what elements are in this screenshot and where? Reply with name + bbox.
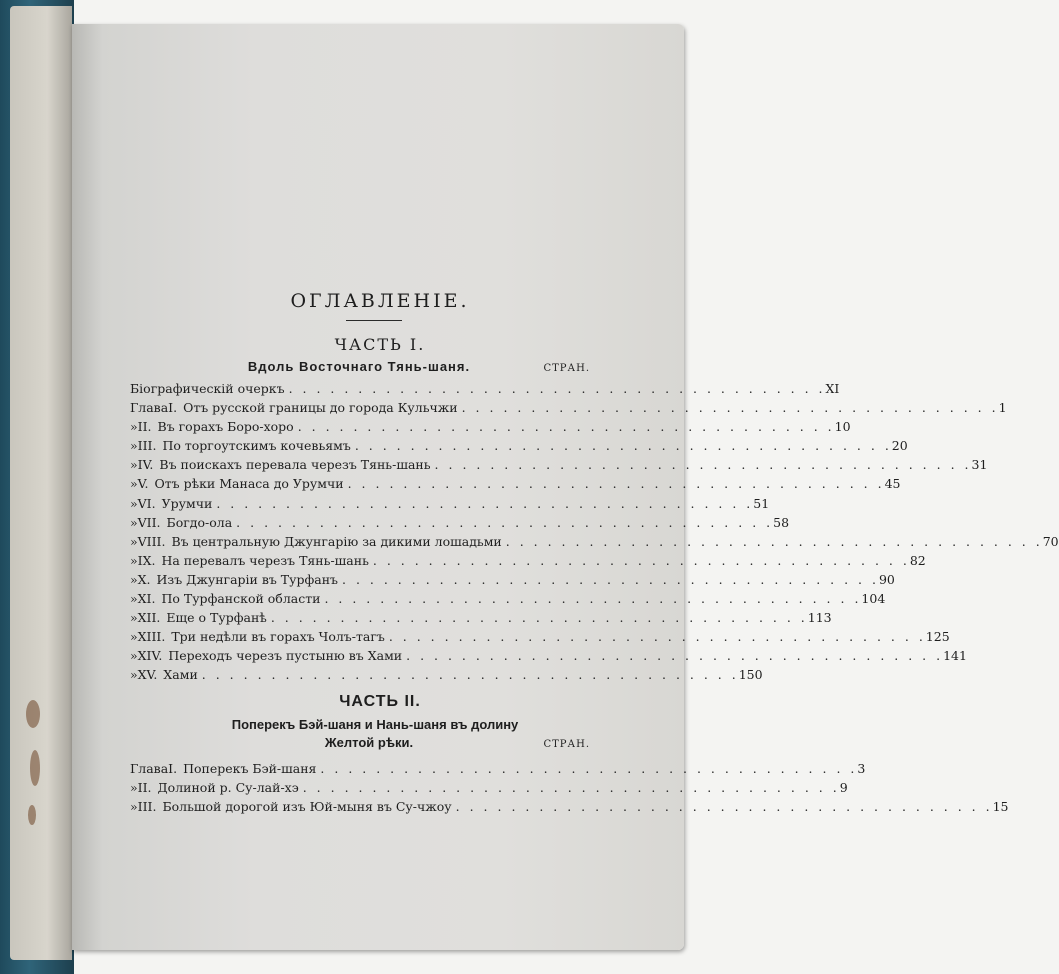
toc-entry-label: »: [130, 552, 138, 568]
toc-entry-leader: . . . . . . . . . . . . . . . . . . . . . . . . . . . . . . . . . . . . . . .: [201, 667, 739, 683]
toc-entry: [130, 778, 848, 797]
part2-subtitle-line2: Желтой рѣки.: [324, 734, 414, 750]
part2-header-row: [160, 734, 590, 754]
toc-entry: [130, 665, 763, 684]
toc-entry-label: »: [130, 495, 138, 511]
part2-title: ЧАСТЬ II.: [339, 692, 421, 710]
toc-entry-title: Богдо-ола: [166, 514, 233, 530]
stain-mark: [30, 750, 40, 786]
toc-entry: [130, 455, 988, 474]
toc-entry-chapter-number: XV.: [137, 667, 158, 683]
toc-entry: [130, 513, 790, 532]
toc-entry-chapter-number: IV.: [137, 457, 154, 473]
toc-entry-label: »: [130, 798, 138, 814]
toc-entry: [130, 589, 886, 608]
toc-entry-label: »: [130, 571, 138, 587]
toc-entry-page: 104: [861, 591, 886, 607]
toc-entry-label: Глава: [130, 760, 169, 776]
toc-entry-label: »: [130, 533, 138, 549]
toc-entry-title: Урумчи: [161, 495, 213, 511]
toc-entry-leader: . . . . . . . . . . . . . . . . . . . . . . . . . . . . . . . . . . . . . . .: [236, 514, 774, 530]
toc-entry-title: Три недѣли въ горахъ Чолъ-тагъ: [171, 629, 385, 645]
part2-page-header: СТРАН.: [543, 738, 590, 750]
toc-entry-chapter-number: X.: [137, 571, 151, 587]
toc-entry: [130, 494, 770, 513]
toc-entry-page: 45: [884, 476, 901, 492]
toc-entry-chapter-number: XI.: [137, 591, 156, 607]
toc-entry-title: Долиной р. Су-лай-хэ: [157, 779, 299, 795]
toc-entry-page: 113: [807, 610, 832, 626]
toc-entry-page: 31: [971, 457, 988, 473]
part1-subtitle: Вдоль Восточнаго Тянь-шаня.: [247, 359, 471, 374]
toc-entry-leader: . . . . . . . . . . . . . . . . . . . . . . . . . . . . . . . . . . . . . . .: [216, 495, 754, 511]
toc-entry-chapter-number: VIII.: [137, 533, 166, 549]
toc-entry-label: »: [130, 648, 138, 664]
toc-entry-chapter-number: III.: [137, 798, 157, 814]
toc-entry: [130, 417, 851, 436]
toc-entry-title: Хами: [163, 667, 198, 683]
toc-entry-label: »: [130, 419, 138, 435]
toc-entry-title: Въ поискахъ перевала черезъ Тянь-шань: [159, 457, 431, 473]
toc-entry-page: 15: [992, 798, 1009, 814]
page-title: ОГЛАВЛЕНІЕ.: [290, 290, 470, 312]
toc-entry: [130, 797, 1009, 816]
toc-entry: [130, 608, 832, 627]
part1-title: ЧАСТЬ I.: [334, 335, 426, 354]
toc-entry-chapter-number: I.: [168, 400, 178, 416]
toc-entry-page: 1: [998, 400, 1007, 416]
toc-entry-chapter-number: III.: [137, 438, 157, 454]
toc-entry-title: По Турфанской области: [161, 591, 321, 607]
toc-entry-leader: . . . . . . . . . . . . . . . . . . . . . . . . . . . . . . . . . . . . . . .: [354, 438, 892, 454]
toc-entry-leader: . . . . . . . . . . . . . . . . . . . . . . . . . . . . . . . . . . . . . . .: [455, 798, 993, 814]
toc-entry-page: 150: [738, 667, 763, 683]
stain-mark: [28, 805, 36, 825]
toc-entry-label: Глава: [130, 400, 169, 416]
toc-entry-title: Большой дорогой изъ Юй-мыня въ Су-чжоу: [162, 798, 452, 814]
toc-entry-title: На перевалъ черезъ Тянь-шань: [161, 552, 369, 568]
toc-entry-label: »: [130, 629, 138, 645]
toc-entry-page: 58: [773, 514, 790, 530]
toc-entry-title: По торгоутскимъ кочевьямъ: [162, 438, 351, 454]
toc-entry-leader: . . . . . . . . . . . . . . . . . . . . . . . . . . . . . . . . . . . . . . .: [347, 476, 885, 492]
toc-entry-page: 125: [925, 629, 950, 645]
toc-entry-page: 90: [878, 571, 895, 587]
part1-page-header: СТРАН.: [543, 363, 590, 374]
toc-entry-title: Въ горахъ Боро-хоро: [157, 419, 294, 435]
toc-entry-page: 9: [839, 779, 848, 795]
toc-entry-chapter-number: VI.: [137, 495, 156, 511]
toc-entry-title: Еще о Турфанѣ: [166, 610, 267, 626]
part2-subtitle: [160, 716, 590, 754]
toc-entry-label: »: [130, 610, 138, 626]
toc-entry-chapter-number: IX.: [137, 552, 156, 568]
toc-entry-leader: . . . . . . . . . . . . . . . . . . . . . . . . . . . . . . . . . . . . . . .: [324, 591, 862, 607]
toc-entry-leader: . . . . . . . . . . . . . . . . . . . . . . . . . . . . . . . . . . . . . . .: [288, 381, 826, 396]
table-of-contents: [130, 290, 1059, 816]
toc-entry-chapter-number: VII.: [137, 514, 161, 530]
toc-entry-label: »: [130, 514, 138, 530]
toc-entry-label: »: [130, 438, 138, 454]
toc-entry-chapter-number: XIV.: [137, 648, 163, 664]
toc-entry: [130, 646, 967, 665]
toc-entry: [130, 551, 926, 570]
part2-subtitle-line1: Поперекъ Бэй-шаня и Нань-шаня въ долину: [231, 716, 519, 732]
toc-entry-label: »: [130, 591, 138, 607]
toc-entry-page: XI: [825, 381, 840, 396]
toc-entry-page: 20: [891, 438, 908, 454]
toc-entry-leader: . . . . . . . . . . . . . . . . . . . . . . . . . . . . . . . . . . . . . . .: [406, 648, 944, 664]
toc-entry-title: Изъ Джунгаріи въ Турфанъ: [156, 571, 339, 587]
toc-entry: [130, 474, 901, 493]
toc-entry-page: 82: [909, 552, 926, 568]
toc-entry-label: »: [130, 779, 138, 795]
toc-entry-title: Поперекъ Бэй-шаня: [183, 760, 317, 776]
toc-entry-page: 70: [1042, 533, 1059, 549]
toc-entry-page: 3: [857, 760, 866, 776]
toc-entry-leader: . . . . . . . . . . . . . . . . . . . . . . . . . . . . . . . . . . . . . . .: [505, 533, 1043, 549]
toc-entry-leader: . . . . . . . . . . . . . . . . . . . . . . . . . . . . . . . . . . . . . . .: [270, 610, 808, 626]
part2-entries: [130, 759, 1009, 816]
toc-entry-label: »: [130, 457, 138, 473]
toc-entry-chapter-number: II.: [137, 779, 152, 795]
toc-entry-label: »: [130, 667, 138, 683]
left-page-edge: [10, 6, 72, 960]
toc-entry-leader: . . . . . . . . . . . . . . . . . . . . . . . . . . . . . . . . . . . . . . .: [297, 419, 835, 435]
part1-header-row: [130, 359, 590, 374]
toc-entry-title: Біографическій очеркъ: [130, 381, 285, 396]
toc-entry: [130, 627, 950, 646]
toc-entry-page: 10: [834, 419, 851, 435]
toc-entry-leader: . . . . . . . . . . . . . . . . . . . . . . . . . . . . . . . . . . . . . . .: [372, 552, 910, 568]
toc-entry-leader: . . . . . . . . . . . . . . . . . . . . . . . . . . . . . . . . . . . . . . .: [388, 629, 926, 645]
toc-entry: [130, 759, 866, 778]
toc-entry-title: Отъ рѣки Манаса до Урумчи: [154, 476, 344, 492]
toc-entry: [130, 436, 908, 455]
toc-entry-chapter-number: I.: [168, 760, 178, 776]
toc-entry-chapter-number: V.: [137, 476, 149, 492]
toc-entry-leader: . . . . . . . . . . . . . . . . . . . . . . . . . . . . . . . . . . . . . . .: [434, 457, 972, 473]
toc-entry-title: Переходъ черезъ пустыню въ Хами: [168, 648, 403, 664]
toc-entry-chapter-number: II.: [137, 419, 152, 435]
stain-mark: [26, 700, 40, 728]
toc-entry-chapter-number: XII.: [137, 610, 161, 626]
toc-entry-page: 51: [753, 495, 770, 511]
toc-entry-leader: . . . . . . . . . . . . . . . . . . . . . . . . . . . . . . . . . . . . . . .: [302, 779, 840, 795]
part1-entries: [130, 379, 1059, 685]
title-divider: [346, 320, 402, 321]
toc-entry-page: 141: [943, 648, 967, 664]
toc-entry: [130, 570, 895, 589]
toc-entry-title: Отъ русской границы до города Кульчжи: [183, 400, 458, 416]
toc-entry-leader: . . . . . . . . . . . . . . . . . . . . . . . . . . . . . . . . . . . . . . .: [320, 760, 858, 776]
toc-entry-leader: . . . . . . . . . . . . . . . . . . . . . . . . . . . . . . . . . . . . . . .: [342, 571, 879, 587]
toc-entry-leader: . . . . . . . . . . . . . . . . . . . . . . . . . . . . . . . . . . . . . . .: [461, 400, 999, 416]
toc-entry-chapter-number: XIII.: [137, 629, 166, 645]
toc-entry: [130, 532, 1059, 551]
toc-entry-title: Въ центральную Джунгарію за дикими лошадьми: [171, 533, 502, 549]
toc-entry: [130, 379, 840, 398]
toc-entry: [130, 398, 1007, 417]
toc-entry-label: »: [130, 476, 138, 492]
